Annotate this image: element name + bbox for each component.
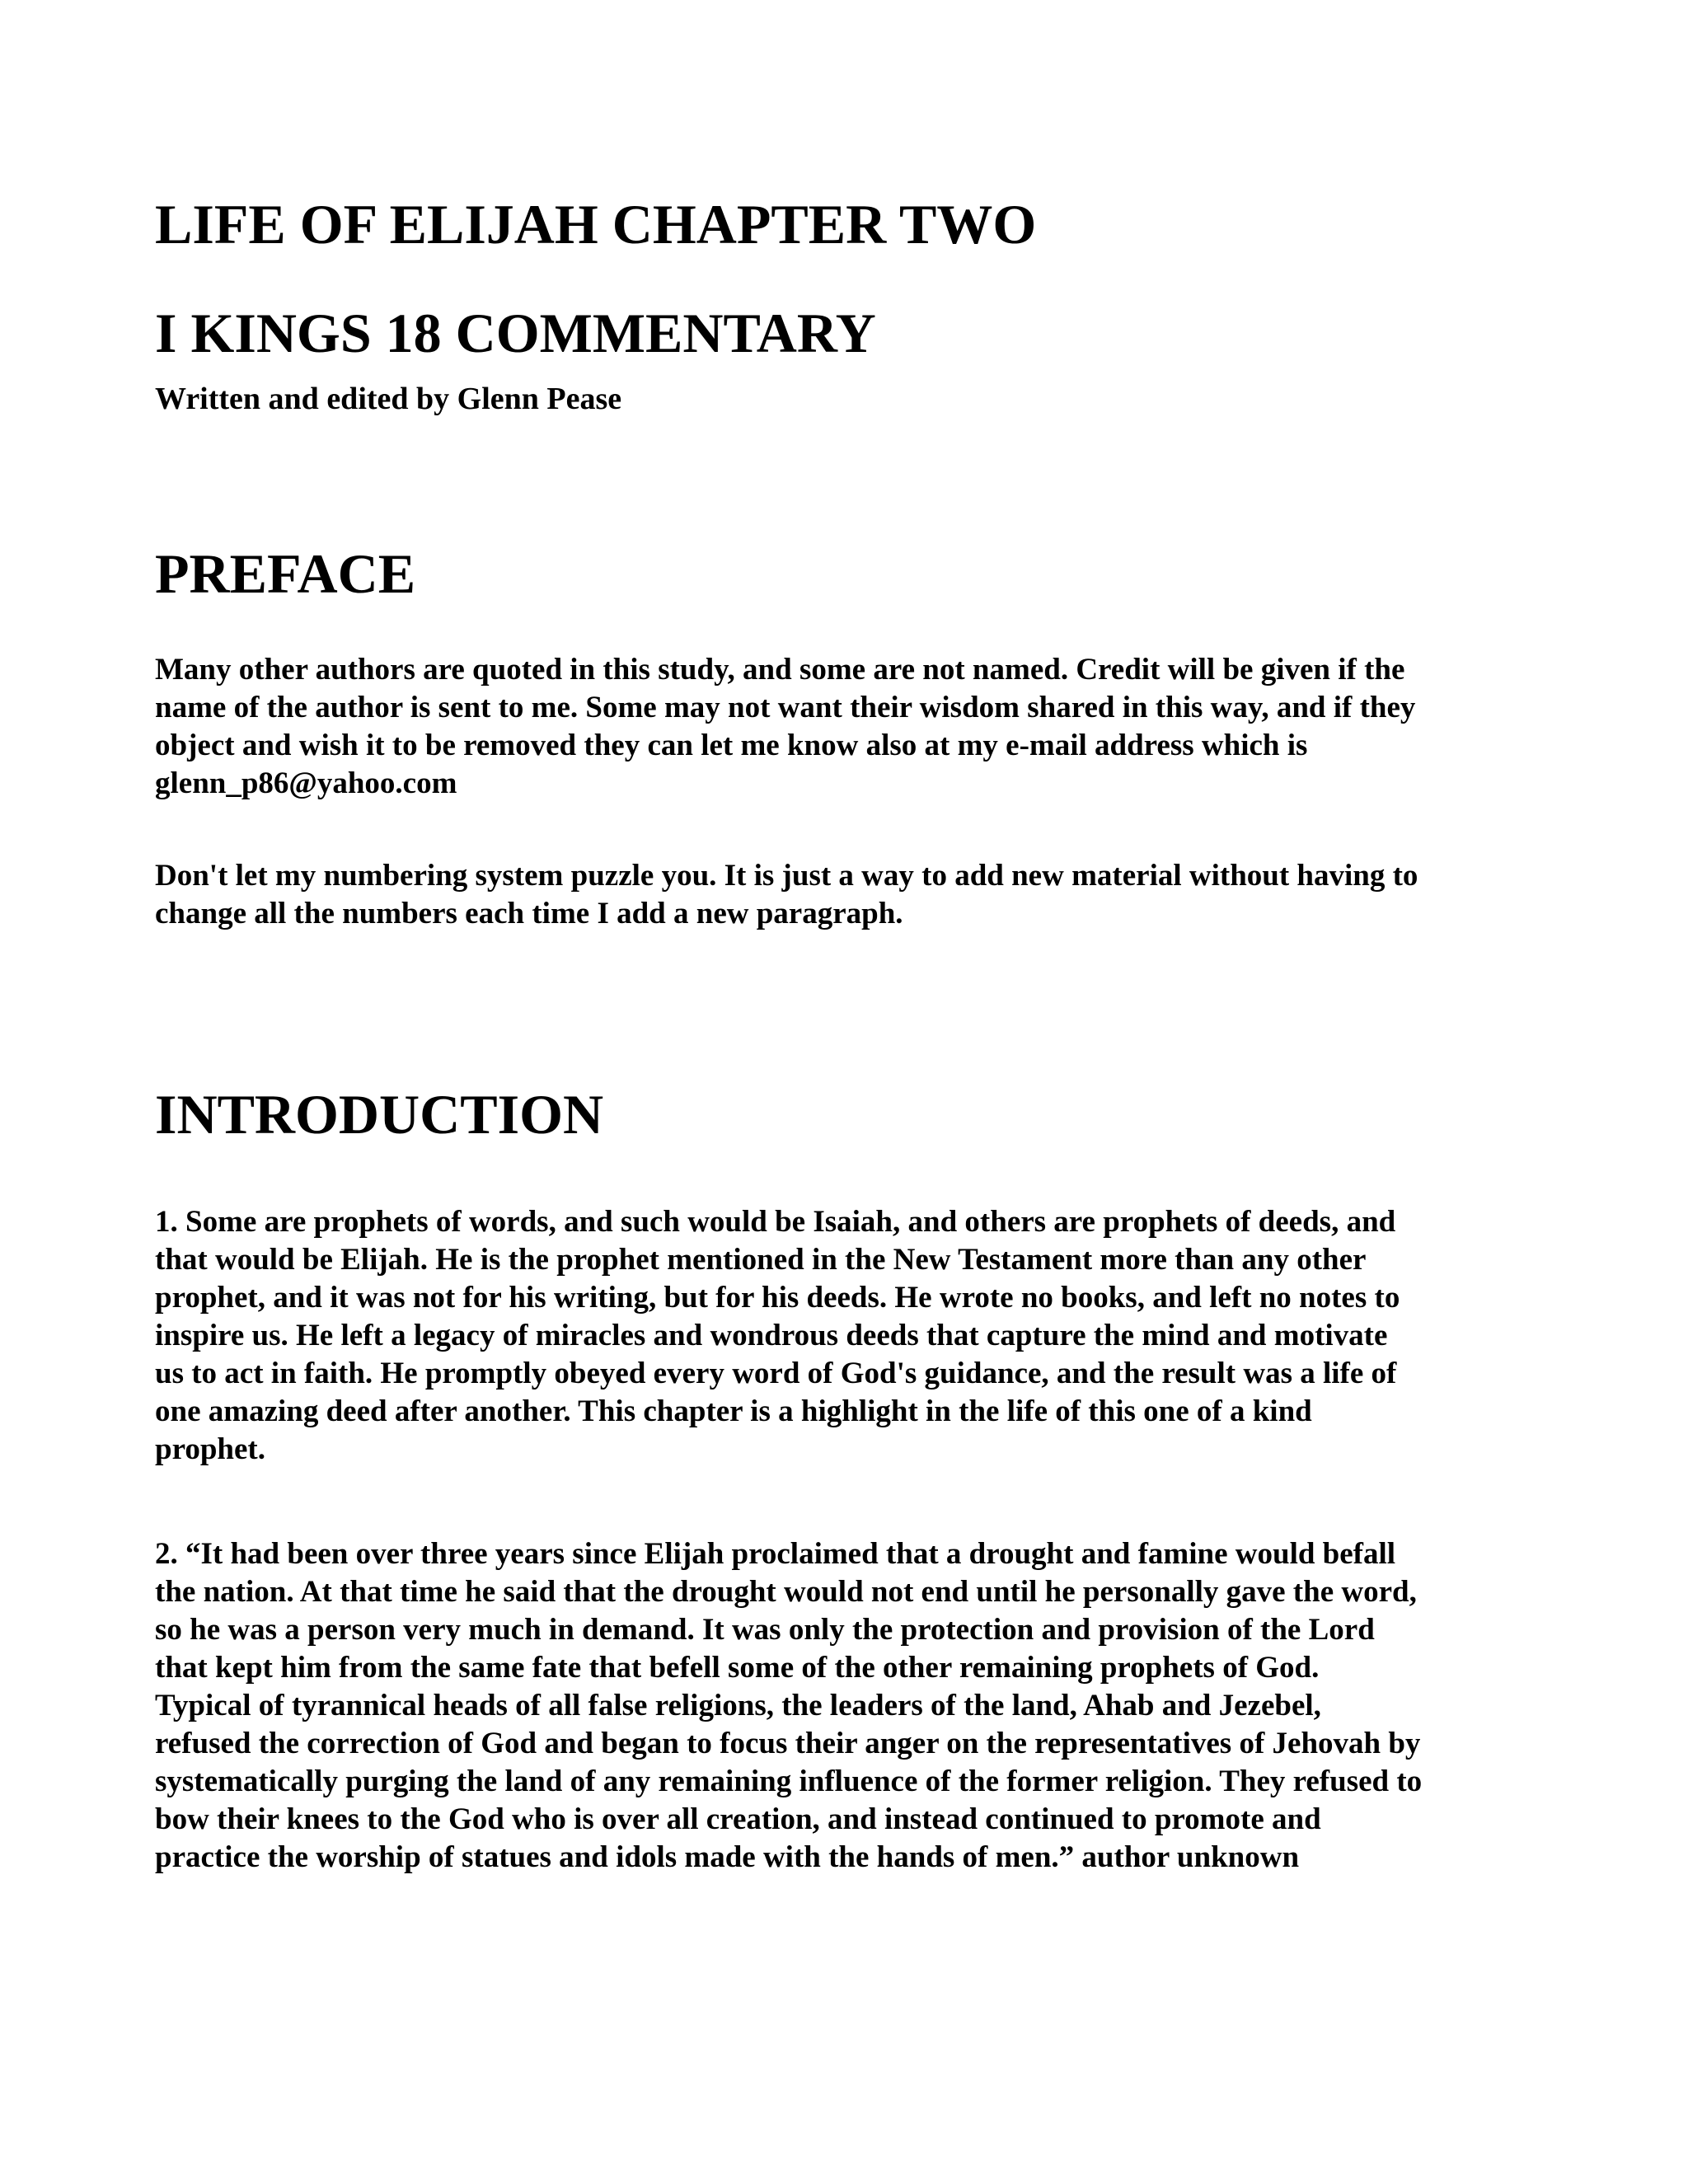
text-line: that would be Elijah. He is the prophet mentioned in the New Testament more than any other xyxy=(155,1243,1367,1277)
preface-paragraph-1 xyxy=(155,651,1540,803)
text-line: 1. Some are prophets of words, and such would be Isaiah, and others are prophets of deeds, and xyxy=(155,1205,1396,1239)
text-line: prophet, and it was not for his writing, but for his deeds. He wrote no books, and left no notes to xyxy=(155,1281,1400,1315)
introduction-paragraph-2 xyxy=(155,1535,1540,1877)
text-line: one amazing deed after another. This chapter is a highlight in the life of this one of a kind xyxy=(155,1394,1312,1428)
text-line: prophet. xyxy=(155,1432,265,1466)
text-line: name of the author is sent to me. Some may not want their wisdom shared in this way, and if they xyxy=(155,691,1416,724)
text-line: Many other authors are quoted in this study, and some are not named. Credit will be given if the xyxy=(155,653,1405,687)
text-line: practice the worship of statues and idols made with the hands of men.” author unknown xyxy=(155,1840,1300,1874)
text-line: refused the correction of God and began to focus their anger on the representatives of Jehovah by xyxy=(155,1727,1421,1760)
text-line: bow their knees to the God who is over all creation, and instead continued to promote and xyxy=(155,1802,1321,1836)
text-line: inspire us. He left a legacy of miracles and wondrous deeds that capture the mind and motivate xyxy=(155,1319,1388,1352)
text-line: Don't let my numbering system puzzle you. It is just a way to add new material without having to xyxy=(155,859,1418,893)
title-line-1: LIFE OF ELIJAH CHAPTER TWO xyxy=(155,193,1037,255)
text-line: change all the numbers each time I add a new paragraph. xyxy=(155,897,903,930)
preface-paragraph-2 xyxy=(155,857,1540,933)
text-line: object and wish it to be removed they can let me know also at my e-mail address which is xyxy=(155,729,1308,762)
text-line: the nation. At that time he said that the drought would not end until he personally gave the word, xyxy=(155,1575,1417,1609)
text-line: that kept him from the same fate that befell some of the other remaining prophets of God. xyxy=(155,1651,1320,1685)
introduction-paragraph-1 xyxy=(155,1203,1540,1469)
text-line: Typical of tyrannical heads of all false religions, the leaders of the land, Ahab and Jezebel, xyxy=(155,1689,1321,1722)
text-line: systematically purging the land of any remaining influence of the former religion. They refused to xyxy=(155,1765,1423,1798)
title-line-2: I KINGS 18 COMMENTARY xyxy=(155,302,876,364)
text-line: so he was a person very much in demand. It was only the protection and provision of the Lord xyxy=(155,1613,1375,1647)
introduction-heading: INTRODUCTION xyxy=(155,1083,604,1146)
email-address: glenn_p86@yahoo.com xyxy=(155,766,457,800)
text-line: 2. “It had been over three years since Elijah proclaimed that a drought and famine would befall xyxy=(155,1537,1396,1571)
text-line: us to act in faith. He promptly obeyed every word of God's guidance, and the result was a life of xyxy=(155,1357,1397,1390)
byline: Written and edited by Glenn Pease xyxy=(155,382,622,416)
preface-heading: PREFACE xyxy=(155,542,416,605)
